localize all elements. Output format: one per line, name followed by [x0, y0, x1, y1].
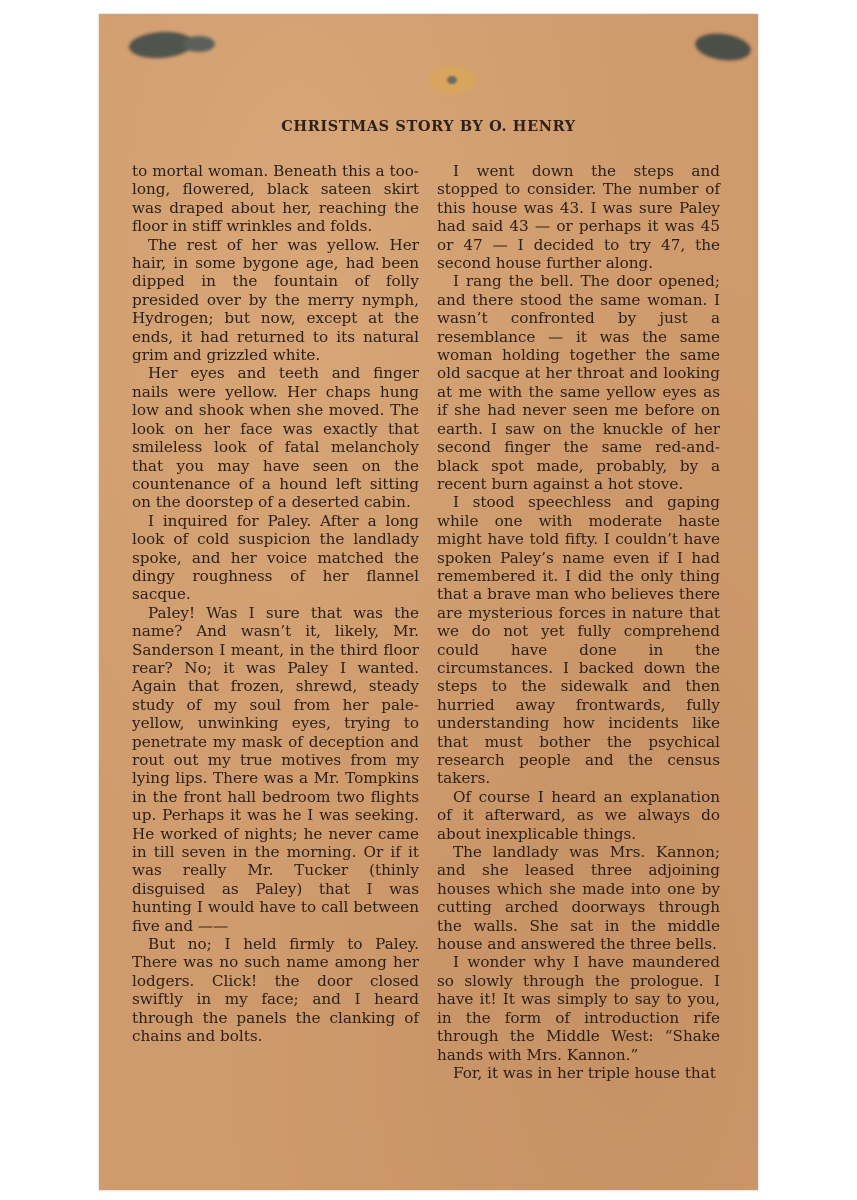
newspaper-page [99, 14, 758, 1190]
paragraph: Her eyes and teeth and finger nails were yellow. Her chaps hung low and shook when she moved. The look on her face was exactly that smileless look of fatal melancholy that you may have seen on the countenance of a hound left sitting on the doorstep of a deserted cabin. [132, 364, 419, 512]
paragraph: Paley! Was I sure that was the name? And wasn’t it, likely, Mr. Sanderson I meant, in the third floor rear? No; it was Paley I wanted. Again that frozen, shrewd, steady study of my soul from her pale-yellow, unwinking eyes, trying to penetrate my mask of deception and rout out my true motives from my lying lips. There was a Mr. Tompkins in the front hall bedroom two flights up. Perhaps it was he I was seeking. He worked of nights; he never came in till seven in the morning. Or if it was really Mr. Tucker (thinly disguised as Paley) that I was hunting I would have to call between five and —— [132, 603, 419, 935]
paragraph: But no; I held firmly to Paley. There was no such name among her lodgers. Click! the door closed swiftly in my face; and I heard through the panels the clanking of chains and bolts. [132, 935, 419, 1046]
paragraph: The landlady was Mrs. Kannon; and she leased three adjoining houses which she made into one by cutting arched doorways through the walls. She sat in the middle house and answered the three bells. [437, 843, 720, 954]
paragraph: I stood speechless and gaping while one with moderate haste might have told fifty. I couldn’t have spoken Paley’s name even if I had remembered it. I did the only thing that a brave man who believes there are mysterious forces in nature that we do not yet fully comprehend could have done in the circumstances. I backed down the steps to the sidewalk and then hurried away frontwards, fully understanding how incidents like that must bother the psychical research people and the census takers. [437, 493, 720, 788]
paragraph: For, it was in her triple house that [453, 1063, 716, 1082]
left-column [132, 162, 419, 1046]
paragraph: Of course I heard an explanation of it afterward, as we always do about inexplicable things. [437, 787, 720, 843]
paragraph: I wonder why I have maundered so slowly through the prologue. I have it! It was simply to say to you, in the form of introduction rife through the Middle West: “Shake hands with Mrs. Kannon.” [437, 953, 720, 1064]
ink-stain-left-tail [183, 36, 215, 52]
article-title: CHRISTMAS STORY BY O. HENRY [281, 118, 576, 135]
paragraph: I inquired for Paley. After a long look of cold suspicion the landlady spoke, and her voice matched the dingy roughness of her flannel sacque. [132, 511, 419, 604]
tape-stain-dot [447, 76, 457, 84]
paragraph: I rang the bell. The door opened; and there stood the same woman. I wasn’t confronted by just a resemblance — it was the same woman holding together the same old sacque at her throat and looking at me with the same yellow eyes as if she had never seen me before on earth. I saw on the knuckle of her second finger the same red-and-black spot made, probably, by a recent burn against a hot stove. [437, 272, 720, 493]
paragraph: The rest of her was yellow. Her hair, in some bygone age, had been dipped in the fountain of folly presided over by the merry nymph, Hydrogen; but now, except at the ends, it had returned to its natural grim and grizzled white. [132, 235, 419, 365]
right-column [437, 162, 720, 1082]
paragraph: I went down the steps and stopped to consider. The number of this house was 43. I was sure Paley had said 43 — or perhaps it was 45 or 47 — I decided to try 47, the second house further along. [437, 162, 720, 273]
ink-stain-right [693, 30, 752, 64]
paragraph: to mortal woman. Beneath this a too-long, flowered, black sateen skirt was draped about her, reaching the floor in stiff wrinkles and folds. [132, 162, 419, 236]
